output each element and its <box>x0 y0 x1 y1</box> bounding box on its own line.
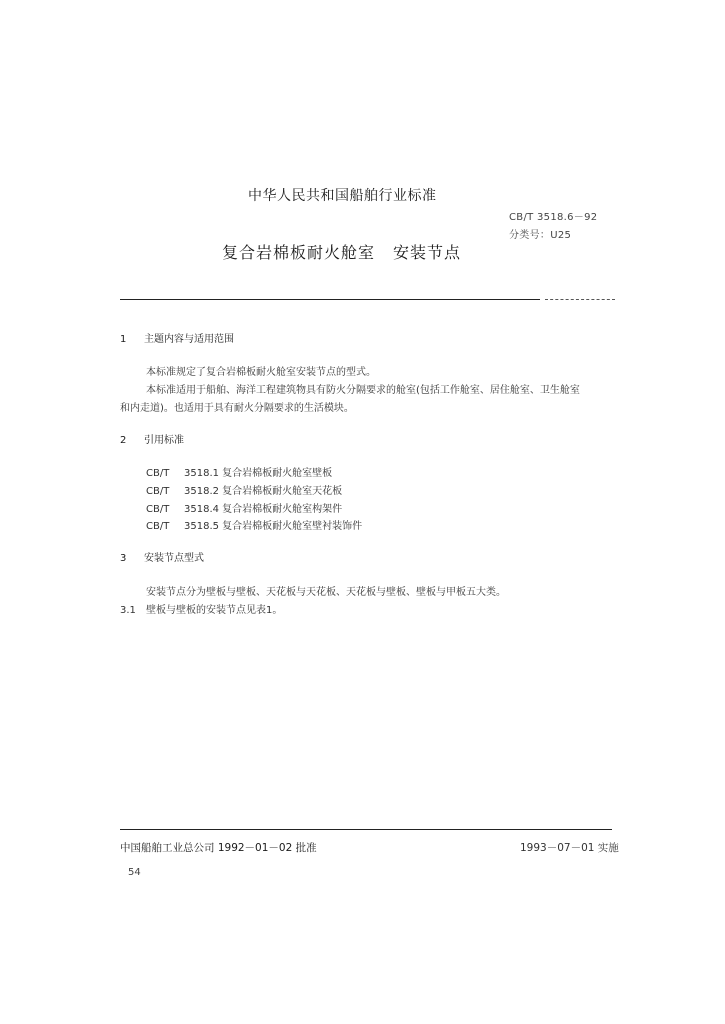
issuing-organization: 中华人民共和国船舶行业标准 <box>248 188 437 204</box>
subsection-3-1 <box>120 601 282 616</box>
section-3-paragraph: 安装节点分为壁板与壁板、天花板与天花板、天花板与壁板、壁板与甲板五大类。 <box>146 587 506 598</box>
section-number: 1 <box>120 334 127 345</box>
section-1-heading <box>120 330 234 345</box>
section-1-paragraph: 和内走道)。也适用于具有耐火分隔要求的生活模块。 <box>120 403 354 414</box>
section-number: 3 <box>120 553 127 564</box>
classification-number: 分类号：U25 <box>509 230 572 241</box>
section-1-paragraph: 本标准规定了复合岩棉板耐火舱室安装节点的型式。 <box>146 367 376 378</box>
subsection-number: 3.1 <box>120 605 136 616</box>
subsection-text: 壁板与壁板的安装节点见表1。 <box>146 605 283 616</box>
section-number: 2 <box>120 435 127 446</box>
reference-title: 3518.2 复合岩棉板耐火舱室天花板 <box>184 486 343 497</box>
footer-divider <box>120 829 612 830</box>
reference-item <box>146 464 332 479</box>
section-title: 安装节点型式 <box>144 553 204 564</box>
section-1-paragraph: 本标准适用于船舶、海洋工程建筑物具有防火分隔要求的舱室(包括工作舱室、居住舱室、卫生舱室 <box>146 385 580 396</box>
implementation-date: 1993－07－01 实施 <box>520 842 619 854</box>
reference-item <box>146 500 342 515</box>
header-divider-tail <box>545 299 615 300</box>
section-3-heading <box>120 549 204 564</box>
reference-title: 3518.4 复合岩棉板耐火舱室构架件 <box>184 504 343 515</box>
reference-code: CB/T <box>146 468 170 479</box>
document-title-sub: 安装节点 <box>393 243 462 262</box>
reference-item <box>146 482 342 497</box>
document-title-main: 复合岩棉板耐火舱室 <box>222 243 376 262</box>
approval-statement: 中国船舶工业总公司 1992－01－02 批准 <box>120 842 317 854</box>
section-title: 引用标准 <box>144 435 184 446</box>
section-title: 主题内容与适用范围 <box>144 334 234 345</box>
reference-code: CB/T <box>146 521 170 532</box>
reference-title: 3518.5 复合岩棉板耐火舱室壁衬装饰件 <box>184 521 363 532</box>
page-number: 54 <box>128 867 141 878</box>
document-title <box>222 240 461 263</box>
reference-code: CB/T <box>146 504 170 515</box>
section-2-heading <box>120 431 184 446</box>
header-divider <box>120 299 540 300</box>
reference-item <box>146 517 362 532</box>
reference-title: 3518.1 复合岩棉板耐火舱室壁板 <box>184 468 333 479</box>
standard-code: CB/T 3518.6－92 <box>509 212 598 223</box>
reference-code: CB/T <box>146 486 170 497</box>
